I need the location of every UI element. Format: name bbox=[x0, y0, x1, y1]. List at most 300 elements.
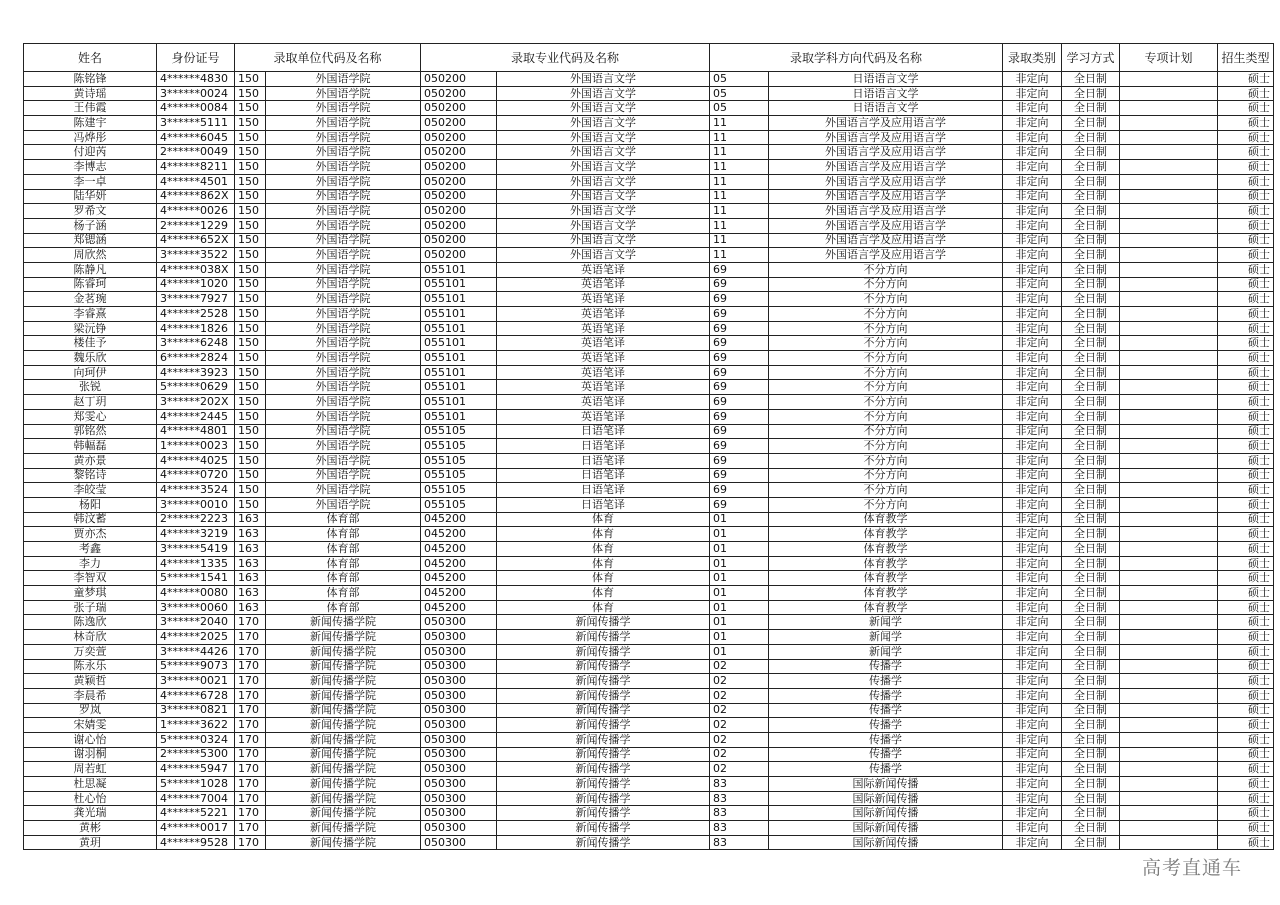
cell-unit-code: 150 bbox=[235, 453, 266, 468]
cell-id-number: 5******1541 bbox=[157, 571, 235, 586]
cell-major-code: 050200 bbox=[421, 145, 497, 160]
table-row bbox=[24, 365, 1274, 380]
cell-study-mode: 全日制 bbox=[1062, 497, 1120, 512]
cell-major-name: 日语笔译 bbox=[497, 497, 710, 512]
cell-unit-name: 外国语学院 bbox=[266, 86, 421, 101]
cell-study-mode: 全日制 bbox=[1062, 732, 1120, 747]
cell-id-number: 4******6728 bbox=[157, 688, 235, 703]
cell-unit-name: 体育部 bbox=[266, 586, 421, 601]
cell-unit-code: 170 bbox=[235, 644, 266, 659]
table-row bbox=[24, 527, 1274, 542]
cell-direction-code: 11 bbox=[710, 130, 769, 145]
cell-unit-code: 170 bbox=[235, 718, 266, 733]
cell-study-mode: 全日制 bbox=[1062, 409, 1120, 424]
cell-major-name: 外国语言文学 bbox=[497, 86, 710, 101]
table-row bbox=[24, 351, 1274, 366]
cell-study-mode: 全日制 bbox=[1062, 512, 1120, 527]
cell-unit-code: 150 bbox=[235, 160, 266, 175]
cell-major-name: 英语笔译 bbox=[497, 321, 710, 336]
cell-enroll-type: 硕士 bbox=[1218, 160, 1274, 175]
cell-direction-name: 不分方向 bbox=[769, 395, 1003, 410]
cell-name: 李一卓 bbox=[24, 174, 157, 189]
cell-unit-code: 170 bbox=[235, 732, 266, 747]
cell-unit-name: 外国语学院 bbox=[266, 380, 421, 395]
cell-major-name: 英语笔译 bbox=[497, 409, 710, 424]
cell-category: 非定向 bbox=[1003, 674, 1062, 689]
table-row bbox=[24, 262, 1274, 277]
cell-direction-code: 69 bbox=[710, 262, 769, 277]
cell-special-plan bbox=[1120, 116, 1218, 131]
cell-category: 非定向 bbox=[1003, 160, 1062, 175]
cell-enroll-type: 硕士 bbox=[1218, 130, 1274, 145]
cell-direction-name: 传播学 bbox=[769, 703, 1003, 718]
cell-unit-name: 新闻传播学院 bbox=[266, 688, 421, 703]
cell-major-name: 外国语言文学 bbox=[497, 189, 710, 204]
cell-major-name: 英语笔译 bbox=[497, 380, 710, 395]
cell-major-code: 050300 bbox=[421, 659, 497, 674]
cell-unit-name: 外国语学院 bbox=[266, 101, 421, 116]
cell-major-code: 050300 bbox=[421, 630, 497, 645]
table-row bbox=[24, 747, 1274, 762]
cell-major-name: 英语笔译 bbox=[497, 307, 710, 322]
cell-special-plan bbox=[1120, 777, 1218, 792]
table-row bbox=[24, 674, 1274, 689]
cell-special-plan bbox=[1120, 277, 1218, 292]
cell-id-number: 4******7004 bbox=[157, 791, 235, 806]
cell-special-plan bbox=[1120, 307, 1218, 322]
cell-enroll-type: 硕士 bbox=[1218, 497, 1274, 512]
cell-study-mode: 全日制 bbox=[1062, 351, 1120, 366]
cell-unit-name: 新闻传播学院 bbox=[266, 732, 421, 747]
cell-direction-name: 传播学 bbox=[769, 688, 1003, 703]
cell-study-mode: 全日制 bbox=[1062, 688, 1120, 703]
cell-major-name: 外国语言文学 bbox=[497, 160, 710, 175]
cell-direction-name: 传播学 bbox=[769, 732, 1003, 747]
cell-category: 非定向 bbox=[1003, 630, 1062, 645]
cell-direction-code: 69 bbox=[710, 439, 769, 454]
cell-direction-name: 传播学 bbox=[769, 747, 1003, 762]
cell-major-name: 日语笔译 bbox=[497, 424, 710, 439]
cell-major-name: 外国语言文学 bbox=[497, 204, 710, 219]
cell-direction-name: 国际新闻传播 bbox=[769, 806, 1003, 821]
cell-study-mode: 全日制 bbox=[1062, 160, 1120, 175]
cell-major-code: 050200 bbox=[421, 233, 497, 248]
cell-enroll-type: 硕士 bbox=[1218, 204, 1274, 219]
cell-major-code: 050300 bbox=[421, 688, 497, 703]
cell-enroll-type: 硕士 bbox=[1218, 277, 1274, 292]
cell-name: 黄玥 bbox=[24, 835, 157, 850]
cell-major-code: 055101 bbox=[421, 351, 497, 366]
cell-category: 非定向 bbox=[1003, 365, 1062, 380]
cell-direction-name: 不分方向 bbox=[769, 380, 1003, 395]
cell-name: 谢羽桐 bbox=[24, 747, 157, 762]
cell-enroll-type: 硕士 bbox=[1218, 218, 1274, 233]
cell-id-number: 4******4025 bbox=[157, 453, 235, 468]
header-special-plan: 专项计划 bbox=[1120, 44, 1218, 72]
cell-enroll-type: 硕士 bbox=[1218, 72, 1274, 87]
cell-direction-code: 83 bbox=[710, 806, 769, 821]
cell-category: 非定向 bbox=[1003, 248, 1062, 263]
table-row bbox=[24, 512, 1274, 527]
cell-unit-name: 新闻传播学院 bbox=[266, 644, 421, 659]
cell-direction-name: 外国语言学及应用语言学 bbox=[769, 116, 1003, 131]
cell-major-name: 新闻传播学 bbox=[497, 821, 710, 836]
cell-major-code: 050300 bbox=[421, 747, 497, 762]
cell-id-number: 5******0629 bbox=[157, 380, 235, 395]
cell-special-plan bbox=[1120, 747, 1218, 762]
cell-category: 非定向 bbox=[1003, 718, 1062, 733]
cell-name: 周若虹 bbox=[24, 762, 157, 777]
cell-direction-name: 体育教学 bbox=[769, 527, 1003, 542]
cell-name: 罗岚 bbox=[24, 703, 157, 718]
cell-special-plan bbox=[1120, 395, 1218, 410]
cell-name: 周欣然 bbox=[24, 248, 157, 263]
cell-major-name: 新闻传播学 bbox=[497, 615, 710, 630]
cell-enroll-type: 硕士 bbox=[1218, 233, 1274, 248]
cell-name: 陈静凡 bbox=[24, 262, 157, 277]
cell-major-name: 新闻传播学 bbox=[497, 835, 710, 850]
table-row bbox=[24, 380, 1274, 395]
header-major: 录取专业代码及名称 bbox=[421, 44, 710, 72]
cell-category: 非定向 bbox=[1003, 835, 1062, 850]
table-row bbox=[24, 571, 1274, 586]
cell-direction-code: 02 bbox=[710, 659, 769, 674]
cell-major-name: 新闻传播学 bbox=[497, 674, 710, 689]
cell-special-plan bbox=[1120, 644, 1218, 659]
cell-id-number: 5******0324 bbox=[157, 732, 235, 747]
cell-direction-code: 11 bbox=[710, 160, 769, 175]
cell-direction-name: 不分方向 bbox=[769, 351, 1003, 366]
cell-category: 非定向 bbox=[1003, 72, 1062, 87]
cell-major-name: 新闻传播学 bbox=[497, 732, 710, 747]
cell-study-mode: 全日制 bbox=[1062, 189, 1120, 204]
cell-name: 童梦琪 bbox=[24, 586, 157, 601]
cell-unit-name: 新闻传播学院 bbox=[266, 615, 421, 630]
cell-special-plan bbox=[1120, 703, 1218, 718]
cell-category: 非定向 bbox=[1003, 571, 1062, 586]
cell-category: 非定向 bbox=[1003, 277, 1062, 292]
cell-unit-name: 外国语学院 bbox=[266, 218, 421, 233]
cell-special-plan bbox=[1120, 571, 1218, 586]
cell-special-plan bbox=[1120, 130, 1218, 145]
cell-category: 非定向 bbox=[1003, 644, 1062, 659]
cell-enroll-type: 硕士 bbox=[1218, 659, 1274, 674]
cell-unit-code: 150 bbox=[235, 277, 266, 292]
cell-unit-code: 150 bbox=[235, 233, 266, 248]
table-row bbox=[24, 556, 1274, 571]
cell-unit-name: 新闻传播学院 bbox=[266, 747, 421, 762]
cell-major-code: 045200 bbox=[421, 571, 497, 586]
cell-major-name: 新闻传播学 bbox=[497, 718, 710, 733]
table-row bbox=[24, 174, 1274, 189]
cell-enroll-type: 硕士 bbox=[1218, 468, 1274, 483]
cell-direction-code: 69 bbox=[710, 380, 769, 395]
cell-special-plan bbox=[1120, 86, 1218, 101]
cell-major-name: 英语笔译 bbox=[497, 262, 710, 277]
cell-direction-name: 国际新闻传播 bbox=[769, 777, 1003, 792]
cell-direction-code: 05 bbox=[710, 72, 769, 87]
cell-major-code: 050200 bbox=[421, 116, 497, 131]
cell-name: 黄彬 bbox=[24, 821, 157, 836]
cell-category: 非定向 bbox=[1003, 453, 1062, 468]
cell-major-name: 外国语言文学 bbox=[497, 116, 710, 131]
cell-unit-code: 150 bbox=[235, 204, 266, 219]
cell-major-code: 045200 bbox=[421, 512, 497, 527]
cell-id-number: 3******0821 bbox=[157, 703, 235, 718]
cell-id-number: 3******7927 bbox=[157, 292, 235, 307]
cell-major-name: 新闻传播学 bbox=[497, 644, 710, 659]
cell-direction-code: 11 bbox=[710, 116, 769, 131]
cell-major-code: 045200 bbox=[421, 556, 497, 571]
cell-name: 赵丁玥 bbox=[24, 395, 157, 410]
cell-unit-code: 150 bbox=[235, 321, 266, 336]
cell-direction-code: 69 bbox=[710, 292, 769, 307]
cell-name: 杨阳 bbox=[24, 497, 157, 512]
cell-name: 宋婧雯 bbox=[24, 718, 157, 733]
cell-unit-code: 170 bbox=[235, 747, 266, 762]
cell-direction-name: 不分方向 bbox=[769, 424, 1003, 439]
cell-special-plan bbox=[1120, 101, 1218, 116]
cell-direction-code: 02 bbox=[710, 762, 769, 777]
cell-unit-name: 外国语学院 bbox=[266, 409, 421, 424]
table-row bbox=[24, 718, 1274, 733]
cell-id-number: 4******0084 bbox=[157, 101, 235, 116]
cell-special-plan bbox=[1120, 321, 1218, 336]
cell-unit-name: 外国语学院 bbox=[266, 174, 421, 189]
cell-direction-name: 国际新闻传播 bbox=[769, 791, 1003, 806]
cell-direction-code: 02 bbox=[710, 718, 769, 733]
cell-special-plan bbox=[1120, 806, 1218, 821]
cell-direction-name: 外国语言学及应用语言学 bbox=[769, 218, 1003, 233]
cell-major-code: 055105 bbox=[421, 497, 497, 512]
table-row bbox=[24, 762, 1274, 777]
table-row bbox=[24, 336, 1274, 351]
cell-direction-name: 体育教学 bbox=[769, 542, 1003, 557]
cell-direction-code: 69 bbox=[710, 409, 769, 424]
cell-unit-name: 外国语学院 bbox=[266, 424, 421, 439]
cell-category: 非定向 bbox=[1003, 86, 1062, 101]
cell-name: 黄亦景 bbox=[24, 453, 157, 468]
cell-direction-code: 11 bbox=[710, 145, 769, 160]
cell-category: 非定向 bbox=[1003, 762, 1062, 777]
cell-enroll-type: 硕士 bbox=[1218, 644, 1274, 659]
cell-major-code: 050300 bbox=[421, 674, 497, 689]
cell-major-name: 新闻传播学 bbox=[497, 703, 710, 718]
table-row bbox=[24, 453, 1274, 468]
cell-name: 王伟霞 bbox=[24, 101, 157, 116]
cell-unit-code: 150 bbox=[235, 189, 266, 204]
cell-direction-code: 11 bbox=[710, 204, 769, 219]
cell-unit-name: 新闻传播学院 bbox=[266, 703, 421, 718]
cell-unit-code: 170 bbox=[235, 630, 266, 645]
cell-special-plan bbox=[1120, 160, 1218, 175]
cell-direction-code: 01 bbox=[710, 630, 769, 645]
cell-study-mode: 全日制 bbox=[1062, 615, 1120, 630]
cell-id-number: 3******5111 bbox=[157, 116, 235, 131]
cell-study-mode: 全日制 bbox=[1062, 292, 1120, 307]
cell-unit-code: 150 bbox=[235, 218, 266, 233]
cell-unit-name: 外国语学院 bbox=[266, 336, 421, 351]
cell-unit-code: 150 bbox=[235, 351, 266, 366]
cell-enroll-type: 硕士 bbox=[1218, 556, 1274, 571]
cell-direction-code: 69 bbox=[710, 351, 769, 366]
cell-enroll-type: 硕士 bbox=[1218, 512, 1274, 527]
cell-id-number: 4******0017 bbox=[157, 821, 235, 836]
cell-major-name: 体育 bbox=[497, 571, 710, 586]
cell-direction-name: 外国语言学及应用语言学 bbox=[769, 233, 1003, 248]
table-row bbox=[24, 600, 1274, 615]
cell-study-mode: 全日制 bbox=[1062, 130, 1120, 145]
cell-major-name: 英语笔译 bbox=[497, 395, 710, 410]
table-row bbox=[24, 644, 1274, 659]
cell-study-mode: 全日制 bbox=[1062, 571, 1120, 586]
table-row bbox=[24, 791, 1274, 806]
cell-name: 郑雯心 bbox=[24, 409, 157, 424]
cell-direction-code: 69 bbox=[710, 483, 769, 498]
cell-enroll-type: 硕士 bbox=[1218, 292, 1274, 307]
cell-category: 非定向 bbox=[1003, 777, 1062, 792]
cell-study-mode: 全日制 bbox=[1062, 542, 1120, 557]
cell-study-mode: 全日制 bbox=[1062, 248, 1120, 263]
table-row bbox=[24, 777, 1274, 792]
cell-unit-name: 体育部 bbox=[266, 542, 421, 557]
cell-special-plan bbox=[1120, 453, 1218, 468]
cell-major-code: 055101 bbox=[421, 336, 497, 351]
cell-major-name: 日语笔译 bbox=[497, 453, 710, 468]
cell-category: 非定向 bbox=[1003, 483, 1062, 498]
cell-direction-code: 69 bbox=[710, 307, 769, 322]
cell-name: 韩汶蓄 bbox=[24, 512, 157, 527]
cell-major-name: 新闻传播学 bbox=[497, 791, 710, 806]
cell-direction-name: 体育教学 bbox=[769, 556, 1003, 571]
cell-unit-name: 外国语学院 bbox=[266, 277, 421, 292]
cell-unit-code: 150 bbox=[235, 468, 266, 483]
cell-unit-name: 外国语学院 bbox=[266, 189, 421, 204]
cell-direction-code: 11 bbox=[710, 218, 769, 233]
cell-major-code: 045200 bbox=[421, 600, 497, 615]
cell-category: 非定向 bbox=[1003, 101, 1062, 116]
cell-direction-name: 体育教学 bbox=[769, 571, 1003, 586]
cell-study-mode: 全日制 bbox=[1062, 307, 1120, 322]
cell-id-number: 3******4426 bbox=[157, 644, 235, 659]
cell-major-code: 055101 bbox=[421, 409, 497, 424]
table-row bbox=[24, 204, 1274, 219]
cell-name: 陈逸欣 bbox=[24, 615, 157, 630]
cell-study-mode: 全日制 bbox=[1062, 277, 1120, 292]
table-row bbox=[24, 409, 1274, 424]
cell-special-plan bbox=[1120, 512, 1218, 527]
cell-category: 非定向 bbox=[1003, 586, 1062, 601]
cell-name: 陈建宇 bbox=[24, 116, 157, 131]
cell-study-mode: 全日制 bbox=[1062, 718, 1120, 733]
cell-enroll-type: 硕士 bbox=[1218, 439, 1274, 454]
cell-id-number: 4******862X bbox=[157, 189, 235, 204]
cell-unit-code: 170 bbox=[235, 762, 266, 777]
cell-id-number: 4******0080 bbox=[157, 586, 235, 601]
cell-unit-name: 新闻传播学院 bbox=[266, 835, 421, 850]
cell-unit-code: 170 bbox=[235, 703, 266, 718]
cell-major-code: 055105 bbox=[421, 453, 497, 468]
cell-direction-name: 外国语言学及应用语言学 bbox=[769, 145, 1003, 160]
cell-enroll-type: 硕士 bbox=[1218, 586, 1274, 601]
cell-unit-name: 外国语学院 bbox=[266, 453, 421, 468]
cell-study-mode: 全日制 bbox=[1062, 380, 1120, 395]
cell-major-code: 045200 bbox=[421, 542, 497, 557]
cell-direction-name: 外国语言学及应用语言学 bbox=[769, 174, 1003, 189]
cell-enroll-type: 硕士 bbox=[1218, 630, 1274, 645]
cell-id-number: 4******1335 bbox=[157, 556, 235, 571]
cell-major-name: 英语笔译 bbox=[497, 336, 710, 351]
cell-study-mode: 全日制 bbox=[1062, 174, 1120, 189]
cell-major-code: 050300 bbox=[421, 806, 497, 821]
cell-study-mode: 全日制 bbox=[1062, 468, 1120, 483]
cell-category: 非定向 bbox=[1003, 659, 1062, 674]
cell-id-number: 4******4830 bbox=[157, 72, 235, 87]
cell-name: 万奕萱 bbox=[24, 644, 157, 659]
cell-unit-code: 170 bbox=[235, 688, 266, 703]
cell-direction-name: 外国语言学及应用语言学 bbox=[769, 160, 1003, 175]
cell-major-name: 外国语言文学 bbox=[497, 145, 710, 160]
cell-unit-name: 外国语学院 bbox=[266, 145, 421, 160]
cell-major-code: 055101 bbox=[421, 262, 497, 277]
cell-enroll-type: 硕士 bbox=[1218, 674, 1274, 689]
cell-direction-name: 传播学 bbox=[769, 659, 1003, 674]
cell-major-name: 新闻传播学 bbox=[497, 630, 710, 645]
cell-major-code: 050300 bbox=[421, 718, 497, 733]
cell-unit-name: 体育部 bbox=[266, 600, 421, 615]
cell-major-name: 新闻传播学 bbox=[497, 747, 710, 762]
cell-unit-name: 外国语学院 bbox=[266, 468, 421, 483]
cell-major-code: 050200 bbox=[421, 218, 497, 233]
table-row bbox=[24, 821, 1274, 836]
cell-direction-code: 01 bbox=[710, 571, 769, 586]
cell-direction-code: 69 bbox=[710, 468, 769, 483]
cell-category: 非定向 bbox=[1003, 527, 1062, 542]
cell-category: 非定向 bbox=[1003, 218, 1062, 233]
cell-id-number: 3******2040 bbox=[157, 615, 235, 630]
cell-study-mode: 全日制 bbox=[1062, 835, 1120, 850]
cell-major-code: 055101 bbox=[421, 395, 497, 410]
cell-direction-name: 不分方向 bbox=[769, 262, 1003, 277]
cell-enroll-type: 硕士 bbox=[1218, 424, 1274, 439]
cell-special-plan bbox=[1120, 218, 1218, 233]
cell-direction-code: 02 bbox=[710, 674, 769, 689]
cell-major-code: 055101 bbox=[421, 365, 497, 380]
cell-direction-code: 11 bbox=[710, 233, 769, 248]
cell-category: 非定向 bbox=[1003, 806, 1062, 821]
cell-special-plan bbox=[1120, 556, 1218, 571]
cell-direction-name: 不分方向 bbox=[769, 292, 1003, 307]
cell-name: 付迎芮 bbox=[24, 145, 157, 160]
cell-enroll-type: 硕士 bbox=[1218, 600, 1274, 615]
cell-major-code: 055101 bbox=[421, 277, 497, 292]
cell-major-name: 外国语言文学 bbox=[497, 72, 710, 87]
cell-study-mode: 全日制 bbox=[1062, 321, 1120, 336]
cell-major-name: 英语笔译 bbox=[497, 292, 710, 307]
cell-major-code: 055105 bbox=[421, 468, 497, 483]
cell-study-mode: 全日制 bbox=[1062, 336, 1120, 351]
cell-major-name: 日语笔译 bbox=[497, 439, 710, 454]
cell-special-plan bbox=[1120, 262, 1218, 277]
cell-enroll-type: 硕士 bbox=[1218, 365, 1274, 380]
cell-direction-code: 01 bbox=[710, 600, 769, 615]
cell-unit-code: 150 bbox=[235, 424, 266, 439]
table-row bbox=[24, 659, 1274, 674]
cell-name: 李博志 bbox=[24, 160, 157, 175]
cell-name: 黎铭诗 bbox=[24, 468, 157, 483]
cell-study-mode: 全日制 bbox=[1062, 600, 1120, 615]
cell-id-number: 5******9073 bbox=[157, 659, 235, 674]
